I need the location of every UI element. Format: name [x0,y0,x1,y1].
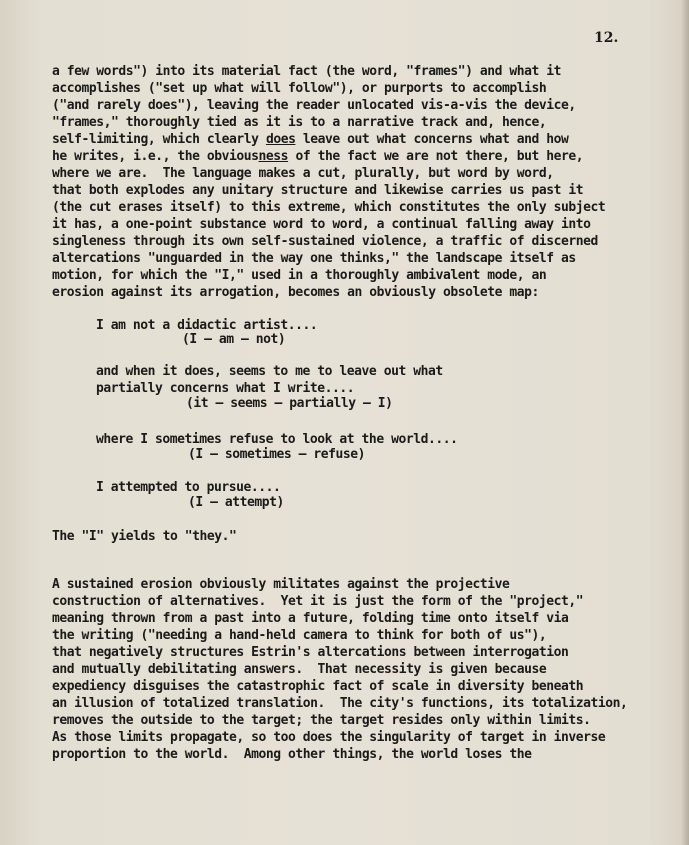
text-line: expediency disguises the catastrophic fact of scale in diversity beneath [52,679,584,694]
text-line: A sustained erosion obviously militates against the projective [52,577,510,592]
text-segment: leave out what concerns what and how [295,132,569,147]
text-line: an illusion of totalized translation. The city's functions, its totalization, [52,696,628,711]
text-line: that negatively structures Estrin's altercations between interrogation [52,645,569,660]
text-line: motion, for which the "I," used in a thoroughly ambivalent mode, an [52,268,547,283]
quote-gloss: (it — seems — partially — I) [186,396,393,411]
text-line: singleness through its own self-sustained violence, a traffic of discerned [52,234,598,249]
quote-line: I attempted to pursue.... [96,480,281,495]
quote-line: partially concerns what I write.... [96,381,355,396]
text-line: construction of alternatives. Yet it is just the form of the "project," [52,594,584,609]
underlined-word: does [265,132,296,147]
quote-line: I am not a didactic artist.... [96,318,318,333]
text-line: altercations "unguarded in the way one thinks," the landscape itself as [52,251,576,266]
text-line [52,149,583,165]
page-number: 12. [594,30,619,46]
text-line: The "I" yields to "they." [52,529,237,544]
text-line: proportion to the world. Among other things, the world loses the [52,747,532,762]
quote-line: where I sometimes refuse to look at the world.... [96,432,458,447]
quote-gloss: (I — attempt) [188,495,284,510]
text-line: the writing ("needing a hand-held camera to think for both of us"), [52,628,547,643]
text-line: and mutually debilitating answers. That necessity is given because [52,662,547,677]
text-line [52,132,568,148]
text-line: that both explodes any unitary structure and likewise carries us past it [52,183,584,198]
text-line: it has, a one-point substance word to word, a continual falling away into [52,217,591,232]
text-segment: of the fact we are not there, but here, [288,149,584,164]
text-segment: he writes, i.e., the obvious [52,149,259,164]
text-line: removes the outside to the target; the target resides only within limits. [52,713,591,728]
text-line: erosion against its arrogation, becomes an obviously obsolete map: [52,285,539,300]
text-line: where we are. The language makes a cut, plurally, but word by word, [52,166,554,181]
underlined-word: ness [258,149,289,164]
text-segment: self-limiting, which clearly [52,132,266,147]
text-line: meaning thrown from a past into a future, folding time onto itself via [52,611,569,626]
text-line: As those limits propagate, so too does the singularity of target in inverse [52,730,606,745]
quote-line: and when it does, seems to me to leave out what [96,364,443,379]
text-line: "frames," thoroughly tied as it is to a narrative track and, hence, [52,115,547,130]
text-line: (the cut erases itself) to this extreme, which constitutes the only subject [52,200,606,215]
text-line: ("and rarely does"), leaving the reader unlocated vis-a-vis the device, [52,98,576,113]
quote-gloss: (I — am — not) [182,332,286,347]
quote-gloss: (I — sometimes — refuse) [188,447,366,462]
text-line: accomplishes ("set up what will follow"), or purports to accomplish [52,81,547,96]
text-line: a few words") into its material fact (the word, "frames") and what it [52,64,561,79]
